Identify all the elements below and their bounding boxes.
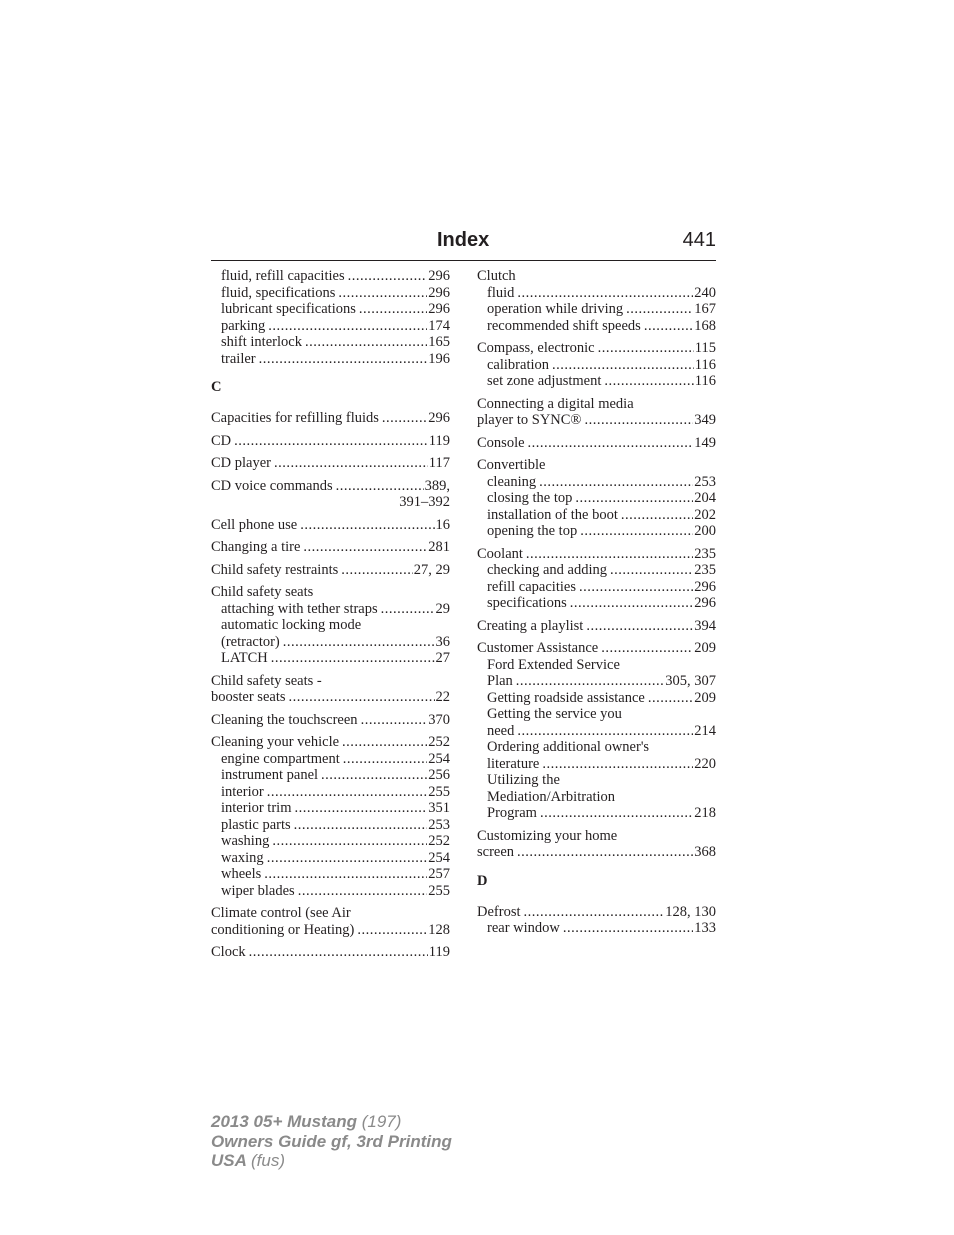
entry-text: closing the top xyxy=(487,490,573,506)
index-term xyxy=(211,922,450,939)
index-term xyxy=(477,828,716,845)
page-reference: 296 xyxy=(428,268,450,284)
dot-leader xyxy=(271,650,435,667)
index-term xyxy=(211,494,450,511)
index-subentry xyxy=(477,562,716,579)
page-reference: 200 xyxy=(694,523,716,539)
entry-text: Cleaning the touchscreen xyxy=(211,711,358,728)
page-reference: 165 xyxy=(428,334,450,350)
index-subentry xyxy=(477,285,716,302)
page-reference: 296 xyxy=(694,578,716,595)
page-reference: 255 xyxy=(428,783,450,800)
dot-leader xyxy=(621,507,693,524)
index-term xyxy=(211,734,450,751)
index-subentry xyxy=(211,817,450,834)
index-term xyxy=(211,455,450,472)
index-subentry xyxy=(211,285,450,302)
dot-leader xyxy=(563,920,693,937)
page-reference: 22 xyxy=(435,689,450,705)
index-subentry xyxy=(477,756,716,773)
dot-leader xyxy=(336,478,424,495)
page-reference: 389, xyxy=(424,477,450,494)
page-reference: 209 xyxy=(694,640,716,656)
index-subentry xyxy=(477,789,716,806)
index-entry xyxy=(211,455,450,472)
dot-leader xyxy=(626,301,693,318)
entry-text: (retractor) xyxy=(221,633,280,650)
dot-leader xyxy=(575,490,693,507)
index-entry xyxy=(477,546,716,612)
index-subentry xyxy=(211,268,450,285)
index-entry xyxy=(211,905,450,938)
index-subentry xyxy=(477,301,716,318)
entry-text: Clutch xyxy=(477,268,516,284)
dot-leader xyxy=(542,756,693,773)
page-reference: 252 xyxy=(428,734,450,750)
index-subentry xyxy=(211,634,450,651)
index-subentry xyxy=(477,690,716,707)
entry-text: wiper blades xyxy=(221,882,295,899)
index-subentry xyxy=(211,767,450,784)
dot-leader xyxy=(517,723,693,740)
entry-text: Program xyxy=(487,805,537,821)
index-subentry xyxy=(211,751,450,768)
footer-printing-info xyxy=(211,1112,452,1171)
page-reference: 281 xyxy=(428,539,450,555)
page-reference: 115 xyxy=(694,340,716,356)
page-reference: 254 xyxy=(428,849,450,866)
index-term xyxy=(477,640,716,657)
dot-leader xyxy=(604,373,693,390)
entry-text: calibration xyxy=(487,356,550,373)
page-reference: 391–392 xyxy=(399,494,450,510)
page-reference: 214 xyxy=(694,722,716,739)
index-entry xyxy=(211,517,450,534)
footer-line-1: 2013 05+ Mustang (197) xyxy=(211,1112,402,1131)
dot-leader xyxy=(570,595,694,612)
index-term xyxy=(477,396,716,413)
index-entry xyxy=(211,478,450,511)
dot-leader xyxy=(294,817,428,834)
index-subentry xyxy=(211,883,450,900)
dot-leader xyxy=(343,751,427,768)
dot-leader xyxy=(289,689,435,706)
dot-leader xyxy=(516,673,664,690)
entry-text: engine compartment xyxy=(221,750,340,767)
page-reference: 218 xyxy=(694,805,716,821)
dot-leader xyxy=(601,640,693,657)
entry-text: literature xyxy=(487,755,540,772)
dot-leader xyxy=(580,523,693,540)
entry-text: automatic locking mode xyxy=(221,617,362,633)
page-reference: 36 xyxy=(435,633,450,650)
dot-leader xyxy=(359,301,427,318)
entry-text: cleaning xyxy=(487,473,537,490)
entry-text: lubricant specifications xyxy=(221,301,356,317)
page-header xyxy=(211,228,716,261)
index-term xyxy=(211,905,450,922)
page-reference: 351 xyxy=(428,800,450,816)
dot-leader xyxy=(267,850,428,867)
entry-text: Capacities for refilling fluids xyxy=(211,410,379,426)
entry-text: conditioning or Heating) xyxy=(211,921,355,938)
dot-leader xyxy=(584,412,693,429)
entry-text: fluid, refill capacities xyxy=(221,268,345,284)
entry-text: Changing a tire xyxy=(211,539,301,555)
index-column-left xyxy=(211,268,450,967)
entry-text: Getting roadside assistance xyxy=(487,689,645,706)
dot-leader xyxy=(348,268,428,285)
dot-leader xyxy=(305,334,427,351)
entry-text: Child safety seats - xyxy=(211,672,322,689)
index-term xyxy=(211,410,450,427)
index-subentry xyxy=(211,800,450,817)
dot-leader xyxy=(361,712,428,729)
entry-text: recommended shift speeds xyxy=(487,317,641,334)
entry-text: interior xyxy=(221,783,264,800)
dot-leader xyxy=(321,767,427,784)
page-reference: 240 xyxy=(694,284,716,301)
page-reference: 27 xyxy=(435,650,450,666)
index-term xyxy=(477,618,716,635)
entry-text: Climate control (see Air xyxy=(211,905,351,921)
footer-line-2: Owners Guide gf, 3rd Printing xyxy=(211,1131,452,1151)
section-letter: C xyxy=(211,379,222,395)
index-entry xyxy=(211,410,450,427)
index-subentry xyxy=(211,318,450,335)
entry-text: Connecting a digital media xyxy=(477,395,634,412)
dot-leader xyxy=(298,883,428,900)
page-reference: 204 xyxy=(694,490,716,506)
entry-text: need xyxy=(487,722,515,739)
entry-text: player to SYNC® xyxy=(477,412,582,428)
entry-text: set zone adjustment xyxy=(487,373,602,389)
index-subentry xyxy=(477,474,716,491)
page-reference: 235 xyxy=(694,545,716,562)
index-entry xyxy=(477,340,716,390)
dot-leader xyxy=(274,455,428,472)
dot-leader xyxy=(644,318,693,335)
index-subentry xyxy=(477,673,716,690)
index-subentry xyxy=(211,334,450,351)
entry-text: Cleaning your vehicle xyxy=(211,734,340,750)
index-entry xyxy=(477,435,716,452)
index-entry xyxy=(477,828,716,861)
page-number: 441 xyxy=(682,229,716,251)
index-subentry xyxy=(477,920,716,937)
index-term xyxy=(477,844,716,861)
entry-text: waxing xyxy=(221,849,264,866)
index-subentry xyxy=(211,617,450,634)
dot-leader xyxy=(264,866,427,883)
page-reference: 128 xyxy=(428,921,450,938)
index-term xyxy=(477,546,716,563)
index-term xyxy=(211,584,450,601)
index-entry xyxy=(211,539,450,556)
entry-text: fluid xyxy=(487,284,515,301)
index-term xyxy=(211,944,450,961)
index-subentry xyxy=(477,579,716,596)
entry-text: Utilizing the xyxy=(487,772,560,788)
page-reference: 119 xyxy=(428,432,450,449)
page-reference: 296 xyxy=(428,301,450,317)
entry-text: Coolant xyxy=(477,545,523,562)
entry-text: Creating a playlist xyxy=(477,617,584,634)
index-column-right xyxy=(477,268,716,943)
index-entry xyxy=(477,457,716,540)
index-subentry xyxy=(477,657,716,674)
index-entry xyxy=(211,944,450,961)
entry-text: Getting the service you xyxy=(487,706,622,722)
index-subentry xyxy=(211,784,450,801)
index-entry xyxy=(477,396,716,429)
entry-text: trailer xyxy=(221,350,256,367)
entry-text: shift interlock xyxy=(221,334,302,350)
dot-leader xyxy=(552,357,694,374)
index-subentry xyxy=(211,866,450,883)
index-entry xyxy=(211,433,450,450)
index-subentry xyxy=(211,650,450,667)
entry-text: checking and adding xyxy=(487,562,607,578)
index-subentry xyxy=(477,739,716,756)
page-reference: 29 xyxy=(435,600,450,617)
entry-text: Child safety seats xyxy=(211,584,314,600)
section-letter: D xyxy=(477,872,488,889)
entry-text: Customizing your home xyxy=(477,827,618,844)
page-reference: 133 xyxy=(694,920,716,936)
index-term xyxy=(477,340,716,357)
index-subentry xyxy=(477,706,716,723)
footer-line-3: USA (fus) xyxy=(211,1151,285,1170)
entry-text: Clock xyxy=(211,944,246,960)
page-reference: 252 xyxy=(428,833,450,849)
index-entry xyxy=(211,584,450,667)
entry-text: Cell phone use xyxy=(211,516,298,533)
page-reference: 296 xyxy=(428,284,450,301)
index-subentry xyxy=(211,351,450,368)
page-reference: 296 xyxy=(428,410,450,426)
index-term xyxy=(211,517,450,534)
dot-leader xyxy=(579,579,693,596)
dot-leader xyxy=(381,601,435,618)
dot-leader xyxy=(341,562,412,579)
page-reference: 253 xyxy=(694,473,716,490)
dot-leader xyxy=(539,474,693,491)
dot-leader xyxy=(283,634,435,651)
entry-text: instrument panel xyxy=(221,767,319,783)
entry-text: CD voice commands xyxy=(211,477,333,494)
page-reference: 174 xyxy=(428,317,450,334)
entry-text: wheels xyxy=(221,866,262,882)
page-reference: 119 xyxy=(428,944,450,960)
index-subentry xyxy=(211,850,450,867)
entry-text: Customer Assistance xyxy=(477,640,599,656)
index-term xyxy=(211,433,450,450)
page-reference: 394 xyxy=(694,617,716,634)
entry-text: Compass, electronic xyxy=(477,340,595,356)
dot-leader xyxy=(268,318,427,335)
dot-leader xyxy=(528,435,694,452)
page-reference: 167 xyxy=(694,301,716,317)
dot-leader xyxy=(272,833,427,850)
entry-text: CD xyxy=(211,432,232,449)
page-reference: 370 xyxy=(428,711,450,728)
page-reference: 128, 130 xyxy=(665,903,716,920)
dot-leader xyxy=(517,844,693,861)
dot-leader xyxy=(303,539,427,556)
entry-text: parking xyxy=(221,317,266,334)
entry-text: interior trim xyxy=(221,800,292,816)
entry-text: Defrost xyxy=(477,903,521,920)
page-reference: 368 xyxy=(694,844,716,860)
entry-text: Convertible xyxy=(477,457,546,473)
page-reference: 256 xyxy=(428,767,450,783)
index-entry xyxy=(211,734,450,899)
page-reference: 296 xyxy=(694,595,716,611)
index-subentry xyxy=(477,357,716,374)
dot-leader xyxy=(294,800,427,817)
dot-leader xyxy=(648,690,693,707)
page-reference: 116 xyxy=(694,373,716,389)
entry-text: Mediation/Arbitration xyxy=(487,788,616,805)
index-subentry xyxy=(477,490,716,507)
page-reference: 27, 29 xyxy=(413,561,450,578)
index-term xyxy=(477,904,716,921)
entry-text: rear window xyxy=(487,920,560,936)
dot-leader xyxy=(234,433,428,450)
dot-leader xyxy=(259,351,428,368)
index-term xyxy=(477,412,716,429)
index-entry xyxy=(211,673,450,706)
page-reference: 257 xyxy=(428,866,450,882)
page-reference: 254 xyxy=(428,750,450,767)
entry-text: refill capacities xyxy=(487,578,576,595)
index-entry xyxy=(477,904,716,937)
index-subentry xyxy=(477,772,716,789)
index-entry xyxy=(477,268,716,334)
entry-text: installation of the boot xyxy=(487,506,618,523)
index-subentry xyxy=(477,318,716,335)
entry-text: Console xyxy=(477,434,525,451)
index-term xyxy=(211,689,450,706)
index-term xyxy=(211,539,450,556)
index-term xyxy=(477,435,716,452)
entry-text: booster seats xyxy=(211,689,286,705)
index-entry xyxy=(211,712,450,729)
page-reference: 253 xyxy=(428,816,450,833)
index-term xyxy=(211,712,450,729)
page-title: Index xyxy=(437,229,490,251)
index-subentry xyxy=(211,301,450,318)
index-entry xyxy=(477,618,716,635)
index-subentry xyxy=(211,833,450,850)
entry-text: plastic parts xyxy=(221,816,291,833)
entry-text: screen xyxy=(477,844,515,860)
entry-text: Child safety restraints xyxy=(211,561,339,578)
entry-text: Ordering additional owner's xyxy=(487,739,650,755)
dot-leader xyxy=(524,904,665,921)
page-reference: 168 xyxy=(694,317,716,334)
page-reference: 349 xyxy=(694,412,716,428)
index-entry xyxy=(211,562,450,579)
index-entry xyxy=(211,268,450,367)
dot-leader xyxy=(338,285,427,302)
dot-leader xyxy=(586,618,693,635)
page-reference: 305, 307 xyxy=(665,673,716,689)
dot-leader xyxy=(342,734,427,751)
dot-leader xyxy=(249,944,428,961)
index-term xyxy=(477,268,716,285)
entry-text: attaching with tether straps xyxy=(221,600,378,617)
dot-leader xyxy=(540,805,693,822)
dot-leader xyxy=(610,562,693,579)
entry-text: CD player xyxy=(211,455,271,471)
page-reference: 255 xyxy=(428,882,450,899)
entry-text: LATCH xyxy=(221,650,268,666)
index-entry xyxy=(477,640,716,822)
dot-leader xyxy=(267,784,428,801)
index-subentry xyxy=(477,507,716,524)
dot-leader xyxy=(517,285,693,302)
entry-text: Plan xyxy=(487,673,513,689)
dot-leader xyxy=(357,922,427,939)
index-subentry xyxy=(477,595,716,612)
dot-leader xyxy=(382,410,427,427)
page-reference: 202 xyxy=(694,506,716,523)
index-subentry xyxy=(211,601,450,618)
index-term xyxy=(211,673,450,690)
page-reference: 196 xyxy=(428,350,450,367)
dot-leader xyxy=(300,517,434,534)
page-reference: 209 xyxy=(694,689,716,706)
entry-text: fluid, specifications xyxy=(221,284,336,301)
entry-text: washing xyxy=(221,833,270,849)
page-reference: 16 xyxy=(435,516,450,533)
page-reference: 117 xyxy=(428,455,450,471)
entry-text: specifications xyxy=(487,595,567,611)
index-term xyxy=(211,478,450,495)
dot-leader xyxy=(598,340,694,357)
dot-leader xyxy=(526,546,693,563)
page-reference: 235 xyxy=(694,562,716,578)
index-subentry xyxy=(477,723,716,740)
index-term xyxy=(211,562,450,579)
page-reference: 149 xyxy=(694,434,716,451)
index-subentry xyxy=(477,805,716,822)
page-reference: 220 xyxy=(694,755,716,772)
entry-text: Ford Extended Service xyxy=(487,656,620,673)
index-subentry xyxy=(477,373,716,390)
index-term xyxy=(477,457,716,474)
index-subentry xyxy=(477,523,716,540)
page-reference: 116 xyxy=(694,356,716,373)
entry-text: operation while driving xyxy=(487,301,624,317)
entry-text: opening the top xyxy=(487,523,578,539)
